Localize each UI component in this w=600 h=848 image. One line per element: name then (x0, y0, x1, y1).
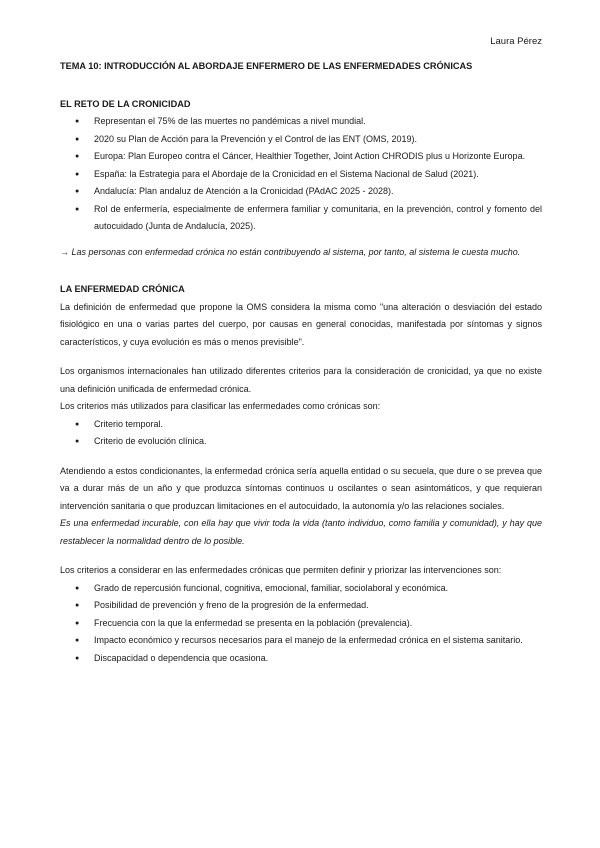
list-item: ● Criterio de evolución clínica. (60, 433, 542, 451)
cronicidad-list (60, 113, 542, 236)
bullet-icon: ● (75, 619, 80, 627)
paragraph-definition: La definición de enfermedad que propone la OMS considera la misma como "una alteración o desviación del estado fisiológico en una o varias partes del cuerpo, por causas en general conocidas, manifestada por síntomas y signos característicos, y cuya evolución es más o menos previsible". (60, 301, 542, 347)
bullet-icon: ● (75, 584, 80, 592)
bullet-icon: ● (75, 170, 80, 178)
bullet-icon: ● (75, 118, 80, 125)
list-item: ● España: la Estrategia para el Abordaje de la Cronicidad en el Sistema Nacional de Salud (2021). (60, 166, 542, 184)
list-item: ● Impacto económico y recursos necesarios para el manejo de la enfermedad crónica en el sistema sanitario. (60, 632, 542, 650)
list-item: ● Rol de enfermería, especialmente de enfermera familiar y comunitaria, en la prevención, control y fomento del autocuidado (Junta de Andalucía, 2025). (60, 201, 542, 236)
list-item: ● Criterio temporal. (60, 416, 542, 434)
bullet-icon: ● (75, 602, 80, 609)
paragraph-incurable: Es una enfermedad incurable, con ella hay que vivir toda la vida (tanto individuo, como familia y comunidad), y hay que restablecer la normalidad dentro de lo posible. (60, 518, 542, 546)
paragraph-criteria-intro: Los organismos internacionales han utilizado diferentes criterios para la consideración de cronicidad, ya que no existe una definición unificada de enfermedad crónica. (60, 366, 542, 394)
list-item: ● Andalucía: Plan andaluz de Atención a la Cronicidad (PAdAC 2025 - 2028). (60, 183, 542, 201)
author-name: Laura Pérez (490, 36, 542, 47)
paragraph-priorities-lead: Los criterios a considerar en las enfermedades crónicas que permiten definir y priorizar las intervenciones son: (60, 565, 502, 575)
bullet-icon: ● (75, 637, 80, 644)
list-item: ● 2020 su Plan de Acción para la Prevención y el Control de las ENT (OMS, 2019). (60, 131, 542, 149)
list-item: ● Posibilidad de prevención y freno de la progresión de la enfermedad. (60, 597, 542, 615)
bullet-icon: ● (75, 153, 80, 160)
bullet-icon: ● (75, 205, 80, 213)
list-item: ● Grado de repercusión funcional, cognitiva, emocional, familiar, sociolaboral y económica. (60, 580, 542, 598)
document-content (60, 58, 542, 667)
bullet-icon: ● (75, 188, 80, 195)
paragraph-criteria-lead: Los criterios más utilizados para clasificar las enfermedades como crónicas son: (60, 401, 381, 411)
list-item: ● Europa: Plan Europeo contra el Cáncer, Healthier Together, Joint Action CHRODIS plus u Horizonte Europa. (60, 148, 542, 166)
criteria-list (60, 416, 542, 451)
document-title: TEMA 10: INTRODUCCIÓN AL ABORDAJE ENFERMERO DE LAS ENFERMEDADES CRÓNICAS (60, 61, 473, 71)
bullet-icon: ● (75, 438, 80, 445)
list-item: ● Discapacidad o dependencia que ocasiona. (60, 650, 542, 668)
bullet-icon: ● (75, 654, 80, 662)
list-item: ● Frecuencia con la que la enfermedad se presenta en la población (prevalencia). (60, 615, 542, 633)
list-item: ● Representan el 75% de las muertes no pandémicas a nivel mundial. (60, 113, 542, 131)
priorities-list (60, 580, 542, 668)
section-heading-enfermedad-cronica: LA ENFERMEDAD CRÓNICA (60, 284, 185, 294)
paragraph-chronic-definition: Atendiendo a estos condicionantes, la enfermedad crónica sería aquella entidad o su secuela, que dure o se prevea que va a durar más de un año y que produzca síntomas continuos u oscilantes o sean asintomáticos, y que requieran intervención sanitaria o que produzcan limitaciones en el autocuidado, la autonomía y/o las relaciones sociales. (60, 465, 542, 511)
bullet-icon: ● (75, 135, 80, 143)
section-heading-cronicidad: EL RETO DE LA CRONICIDAD (60, 98, 191, 109)
bullet-icon: ● (75, 420, 80, 428)
cronicidad-note: → Las personas con enfermedad crónica no están contribuyendo al sistema, por tanto, al sistema le cuesta mucho. (60, 246, 521, 257)
